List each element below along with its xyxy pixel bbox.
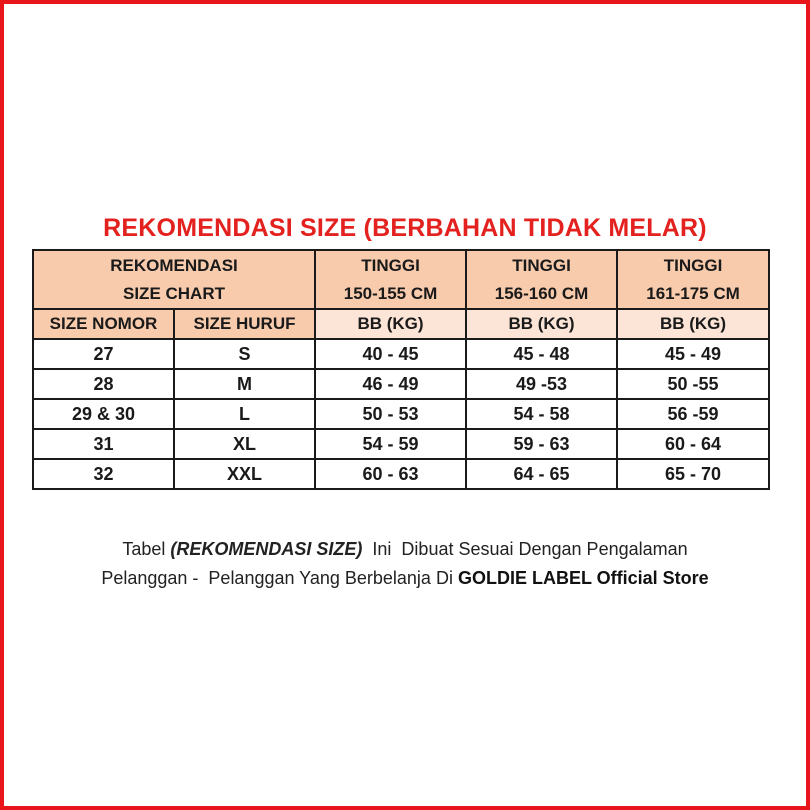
subheader-size-number: SIZE NOMOR xyxy=(33,309,174,339)
page-title: REKOMENDASI SIZE (BERBAHAN TIDAK MELAR) xyxy=(103,214,707,242)
caption-line-2 xyxy=(0,564,810,593)
caption-emphasis: (REKOMENDASI SIZE) xyxy=(170,539,363,559)
cell-weight-2: 64 - 65 xyxy=(466,459,617,489)
cell-weight-3: 45 - 49 xyxy=(617,339,769,369)
caption-text xyxy=(0,535,810,593)
cell-size-number: 27 xyxy=(33,339,174,369)
caption-line-1 xyxy=(0,535,810,564)
cell-weight-3: 50 -55 xyxy=(617,369,769,399)
header-height-range: 156-160 CM xyxy=(494,283,589,303)
cell-weight-3: 56 -59 xyxy=(617,399,769,429)
header-height-label: TINGGI xyxy=(512,255,571,275)
header-size-chart-line1: REKOMENDASI xyxy=(110,255,238,275)
subheader-size-letter: SIZE HURUF xyxy=(174,309,315,339)
cell-size-letter: L xyxy=(174,399,315,429)
cell-weight-2: 54 - 58 xyxy=(466,399,617,429)
header-size-chart-line2: SIZE CHART xyxy=(123,283,225,303)
cell-weight-1: 46 - 49 xyxy=(315,369,466,399)
cell-weight-1: 50 - 53 xyxy=(315,399,466,429)
header-height-label: TINGGI xyxy=(663,255,723,275)
cell-size-number: 28 xyxy=(33,369,174,399)
cell-weight-1: 54 - 59 xyxy=(315,429,466,459)
subheader-weight-2: BB (KG) xyxy=(466,309,617,339)
header-height-group-3 xyxy=(617,250,769,309)
header-height-group-2 xyxy=(466,250,617,309)
table-row xyxy=(33,399,769,429)
cell-weight-2: 49 -53 xyxy=(466,369,617,399)
table-subheader-row xyxy=(33,309,769,339)
table-row xyxy=(33,369,769,399)
cell-weight-2: 59 - 63 xyxy=(466,429,617,459)
cell-size-number: 29 & 30 xyxy=(33,399,174,429)
subheader-weight-3: BB (KG) xyxy=(617,309,769,339)
cell-weight-1: 60 - 63 xyxy=(315,459,466,489)
cell-size-letter: S xyxy=(174,339,315,369)
header-height-range: 150-155 CM xyxy=(343,283,438,303)
header-height-label: TINGGI xyxy=(361,255,420,275)
cell-size-number: 32 xyxy=(33,459,174,489)
size-chart-table xyxy=(32,249,770,490)
cell-size-number: 31 xyxy=(33,429,174,459)
subheader-weight-1: BB (KG) xyxy=(315,309,466,339)
table-row xyxy=(33,339,769,369)
cell-weight-3: 60 - 64 xyxy=(617,429,769,459)
caption-part: Pelanggan - Pelanggan Yang Berbelanja Di xyxy=(101,568,458,588)
header-height-range: 161-175 CM xyxy=(646,283,740,303)
cell-size-letter: XL xyxy=(174,429,315,459)
table-row xyxy=(33,429,769,459)
caption-part: Ini Dibuat Sesuai Dengan Pengalaman xyxy=(362,539,688,559)
cell-weight-1: 40 - 45 xyxy=(315,339,466,369)
table-header-row xyxy=(33,250,769,309)
cell-size-letter: M xyxy=(174,369,315,399)
cell-size-letter: XXL xyxy=(174,459,315,489)
table-row xyxy=(33,459,769,489)
cell-weight-2: 45 - 48 xyxy=(466,339,617,369)
header-size-chart-cell xyxy=(33,250,315,309)
caption-part: Tabel xyxy=(122,539,171,559)
cell-weight-3: 65 - 70 xyxy=(617,459,769,489)
header-height-group-1 xyxy=(315,250,466,309)
store-name: GOLDIE LABEL Official Store xyxy=(457,568,709,588)
